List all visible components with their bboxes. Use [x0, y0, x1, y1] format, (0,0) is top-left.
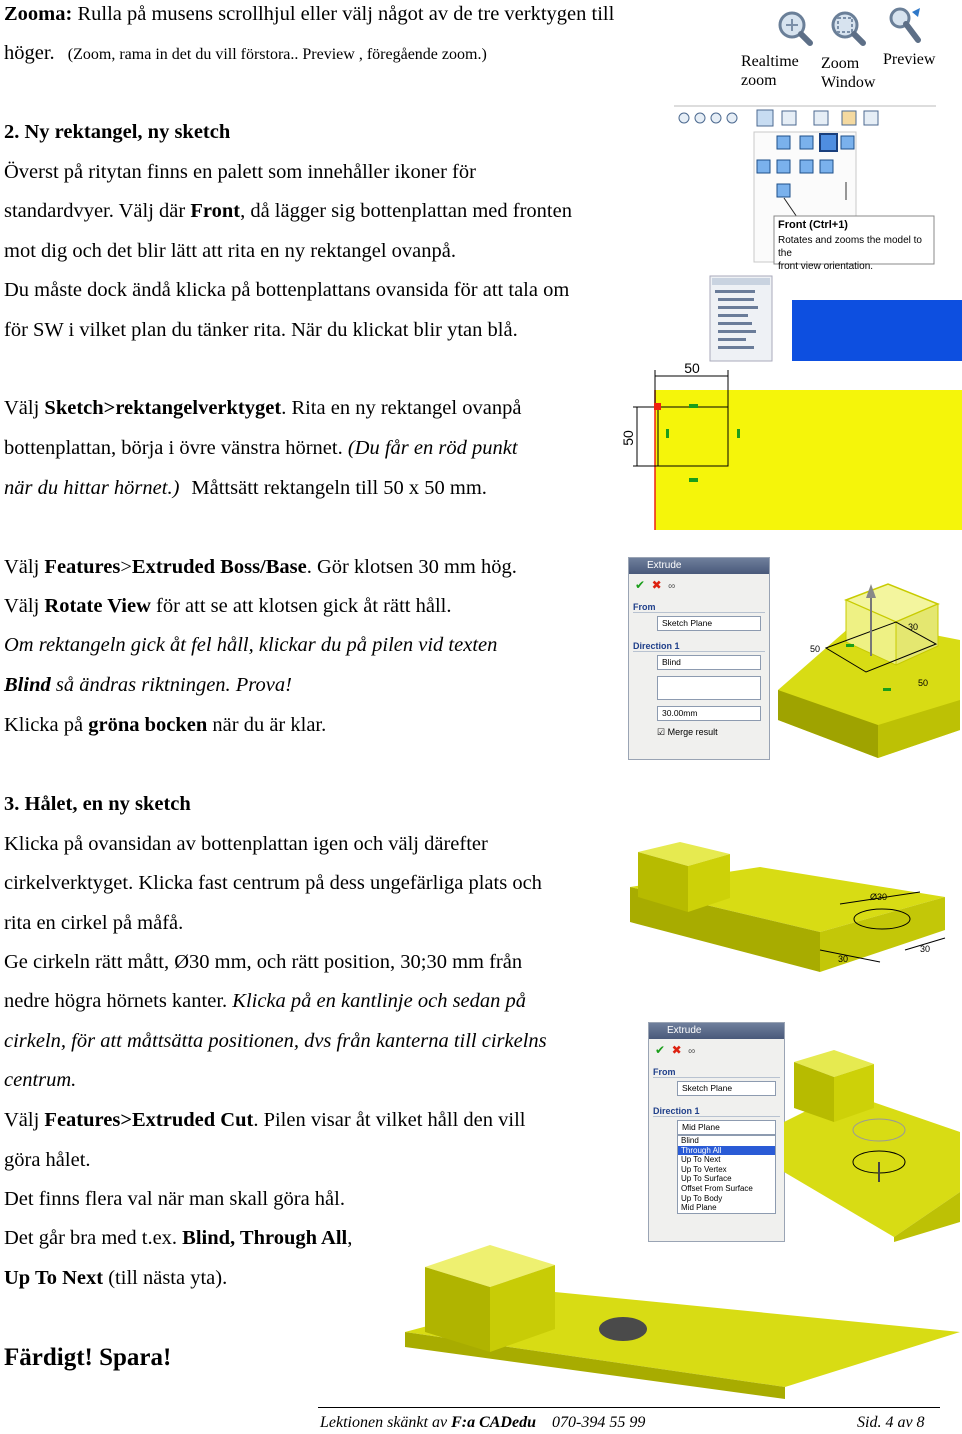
circle-pos-dim-1: 30: [838, 954, 849, 964]
s3-l9: göra hålet.: [4, 1149, 91, 1171]
tool-label-realtime: Realtime zoom: [741, 53, 799, 89]
tooltip-text: Rotates and zooms the model to the front view orientation.: [778, 235, 922, 272]
zoom-toolbar: [770, 6, 955, 46]
s3-l5: nedre högra hörnets kanter. Klicka på en kantlinje och sedan på: [4, 990, 527, 1012]
zoom-tool-icons: [770, 6, 955, 48]
model-dim-50a: 50: [810, 644, 821, 654]
circle-pos-dim-2: 30: [920, 944, 931, 954]
s3-l12: Up To Next (till nästa yta).: [4, 1267, 228, 1289]
zoom-label: Zooma:: [4, 3, 73, 25]
circle-diameter-dim: Ø30: [870, 892, 888, 902]
zoom-window-icon: [833, 13, 863, 43]
cut-preview-drawing: [784, 1022, 960, 1242]
extrude-panel-actions: [629, 574, 769, 596]
s3-l1: Klicka på ovansidan av bottenplattan igen och välj därefter: [4, 833, 488, 855]
selected-face-screenshot: [710, 276, 962, 361]
cancel-x-icon[interactable]: ✖: [651, 578, 662, 592]
extrude-preview-model: [768, 560, 960, 760]
s2-p1-l4: Du måste dock ändå klicka på bottenplattans ovansida för att tala om: [4, 279, 570, 301]
end-condition-select-2[interactable]: Mid Plane: [677, 1120, 776, 1135]
s2-p3-l1: Välj Features>Extruded Boss/Base. Gör klotsen 30 mm hög.: [4, 556, 517, 578]
s3-l7: centrum.: [4, 1069, 77, 1091]
footer-rule: [318, 1407, 940, 1408]
s3-l6: cirkeln, för att måttsätta positionen, dvs från kanterna till cirkelns: [4, 1030, 547, 1052]
tool-label-preview: Preview: [883, 51, 936, 68]
s3-l2: cirkelverktyget. Klicka fast centrum på dess ungefärliga plats och: [4, 872, 542, 894]
rectangle-sketch-illustration: [620, 360, 962, 530]
s3-l8: Välj Features>Extruded Cut. Pilen visar åt vilket håll den vill: [4, 1109, 526, 1131]
s2-p3-l2: Välj Rotate View för att se att klotsen gick åt rätt håll.: [4, 595, 452, 617]
zoom-intro-hoger: höger.: [4, 42, 55, 64]
final-model: [405, 1237, 960, 1399]
model-dim-50b: 50: [918, 678, 929, 688]
s2-p2-l3: när du hittar hörnet.) Måttsätt rektangeln till 50 x 50 mm.: [4, 477, 487, 499]
from-section-label: From: [633, 602, 765, 613]
plate-with-circle-drawing: [620, 812, 950, 972]
s2-p3-l4: Blind så ändras riktningen. Prova!: [4, 674, 292, 696]
section3-heading: 3. Hålet, en ny sketch: [4, 793, 191, 815]
tooltip-title: Front (Ctrl+1): [778, 219, 848, 231]
s3-l10: Det finns flera val när man skall göra hål.: [4, 1188, 345, 1210]
option-up-to-body[interactable]: Up To Body: [681, 1193, 723, 1203]
end-condition-dropdown-list[interactable]: [677, 1135, 776, 1214]
s2-p1-l3: mot dig och det blir lätt att rita en ny rektangel ovanpå.: [4, 240, 457, 262]
option-up-to-vertex[interactable]: Up To Vertex: [681, 1164, 727, 1174]
zoom-intro-line2: [4, 41, 487, 67]
extruded-box-drawing: [768, 560, 960, 760]
footer-brand: F:a CADedu: [451, 1414, 536, 1431]
model-dim-30: 30: [908, 622, 919, 632]
extrude-panel-2-title: Extrude: [649, 1023, 784, 1039]
s2-p2-l1: Välj Sketch>rektangelverktyget. Rita en ny rektangel ovanpå: [4, 397, 522, 419]
zoom-intro-text: Rulla på musens scrollhjul eller välj något av de tre verktygen till: [72, 3, 615, 25]
option-offset-from-surface[interactable]: Offset From Surface: [681, 1183, 753, 1193]
from-section-label-2: From: [653, 1067, 780, 1078]
s2-p2-l2: bottenplattan, börja i övre vänstra hörnet. (Du får en röd punkt: [4, 437, 518, 459]
cancel-x-icon[interactable]: ✖: [671, 1043, 682, 1057]
extrude-panel-2: [648, 1022, 785, 1242]
section2-heading: 2. Ny rektangel, ny sketch: [4, 121, 231, 143]
extrude-panel-1: [628, 557, 770, 760]
preview-glasses-icon[interactable]: ∞: [668, 581, 676, 592]
finale-text: Färdigt! Spara!: [4, 1344, 172, 1371]
zoom-intro-line1: [4, 2, 614, 26]
footer-phone: 070-394 55 99: [551, 1414, 646, 1431]
direction-section-label: Direction 1: [633, 641, 765, 652]
s2-p3-l3: Om rektangeln gick åt fel håll, klickar du på pilen vid texten: [4, 634, 498, 656]
from-select[interactable]: Sketch Plane: [657, 616, 761, 631]
view-palette-screenshot: [674, 104, 936, 272]
ok-check-icon[interactable]: ✔: [655, 1043, 666, 1057]
zoom-intro-note: (Zoom, rama in det du vill förstora.. Preview , föregående zoom.): [67, 46, 487, 63]
dim-horizontal: 50: [684, 360, 700, 376]
option-up-to-surface[interactable]: Up To Surface: [681, 1174, 732, 1184]
s3-l11: Det går bra med t.ex. Blind, Through All,: [4, 1227, 353, 1249]
preview-icon: [891, 8, 920, 40]
option-blind[interactable]: Blind: [681, 1136, 699, 1145]
merge-result-checkbox[interactable]: ☑ Merge result: [657, 727, 718, 737]
s2-p3-l5: Klicka på gröna bocken när du är klar.: [4, 714, 327, 736]
s2-p1-l5: för SW i vilket plan du tänker rita. När du klickat blir ytan blå.: [4, 319, 518, 341]
final-part-drawing: [405, 1237, 960, 1399]
extrude-panel-2-actions: [649, 1039, 784, 1061]
footer-credit: Lektionen skänkt av F:a CADedu 070-394 55 99: [320, 1414, 646, 1431]
option-mid-plane[interactable]: Mid Plane: [681, 1203, 717, 1213]
cut-preview-model: [784, 1022, 960, 1242]
realtime-zoom-icon: [780, 13, 810, 43]
dim-vertical: 50: [620, 430, 636, 446]
s3-l4: Ge cirkeln rätt mått, Ø30 mm, och rätt position, 30;30 mm från: [4, 951, 523, 973]
circle-sketch-model: [620, 812, 950, 972]
depth-input[interactable]: 30.00mm: [657, 706, 761, 721]
s3-l3: rita en cirkel på måfå.: [4, 912, 184, 934]
end-condition-select[interactable]: Blind: [657, 655, 761, 670]
sketch-rectangle-drawing: [620, 360, 962, 530]
option-through-all[interactable]: Through All: [678, 1146, 775, 1156]
direction-section-label-2: Direction 1: [653, 1106, 780, 1117]
s2-p1-l2: standardvyer. Välj där Front, då lägger sig bottenplattan med fronten: [4, 200, 572, 222]
tool-label-zoom-window: Zoom Window: [821, 55, 876, 91]
s2-p1-l1: Överst på ritytan finns en palett som innehåller ikoner för: [4, 161, 476, 183]
page-number: Sid. 4 av 8: [857, 1414, 925, 1431]
feature-tree-blue-face: [710, 276, 962, 361]
option-up-to-next[interactable]: Up To Next: [681, 1155, 721, 1165]
from-select-2[interactable]: Sketch Plane: [677, 1081, 776, 1096]
direction-reference-box[interactable]: [657, 676, 761, 700]
preview-glasses-icon[interactable]: ∞: [688, 1046, 696, 1057]
ok-check-icon[interactable]: ✔: [635, 578, 646, 592]
extrude-panel-title: Extrude: [629, 558, 769, 574]
